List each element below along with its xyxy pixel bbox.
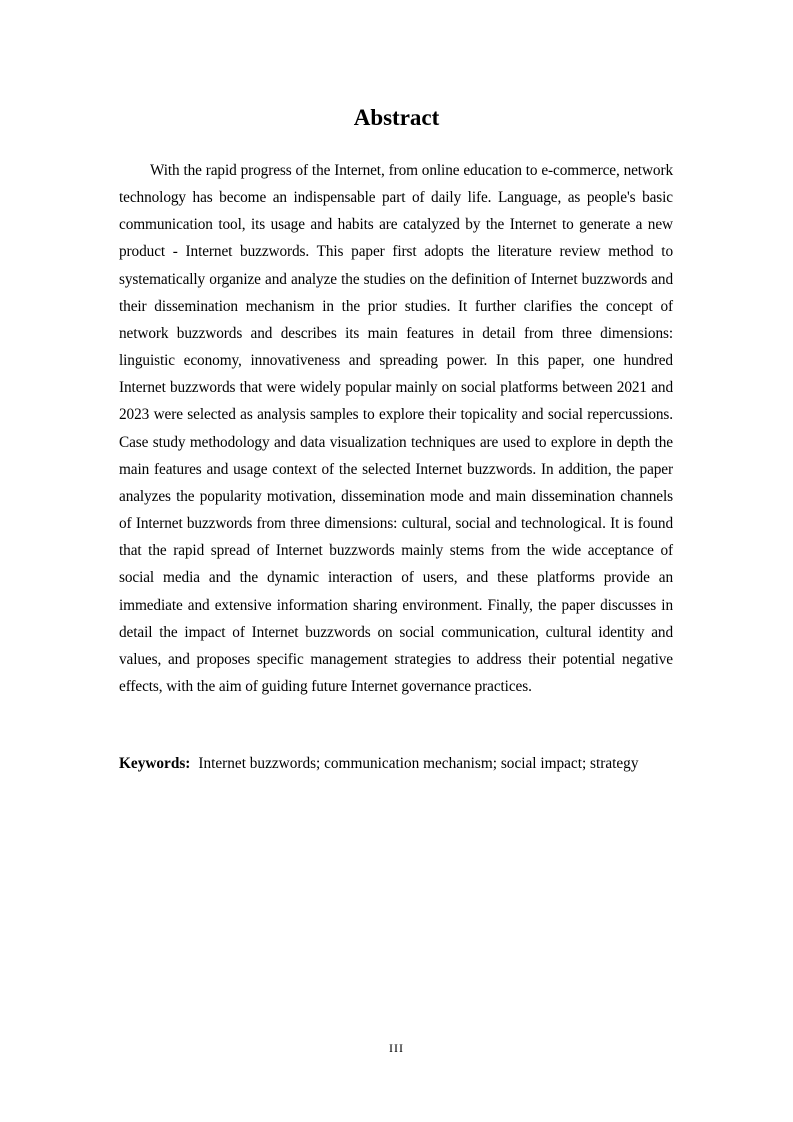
abstract-heading: Abstract	[353, 105, 440, 130]
abstract-paragraph: With the rapid progress of the Internet, from online education to e-commerce, network technology has become an indispensable part of daily life. Language, as people's basic communication tool, its usage and habits are catalyzed by the Internet to generate a new product - Internet buzzwords. This paper first adopts the literature review method to systematically organize and analyze the studies on the definition of Internet buzzwords and their dissemination mechanism in the prior studies. It further clarifies the concept of network buzzwords and describes its main features in detail from three dimensions: linguistic economy, innovativeness and spreading power. In this paper, one hundred Internet buzzwords that were widely popular mainly on social platforms between 2021 and 2023 were selected as analysis samples to explore their topicality and social repercussions. Case study methodology and data visualization techniques are used to explore in depth the main features and usage context of the selected Internet buzzwords. In addition, the paper analyzes the popularity motivation, dissemination mode and main dissemination channels of Internet buzzwords from three dimensions: cultural, social and technological. It is found that the rapid spread of Internet buzzwords mainly stems from the wide acceptance of social media and the dynamic interaction of users, and these platforms provide an immediate and extensive information sharing environment. Finally, the paper discusses in detail the impact of Internet buzzwords on social communication, cultural identity and values, and proposes specific management strategies to address their potential negative effects, with the aim of guiding future Internet governance practices.	[119, 162, 673, 695]
keywords-value: Internet buzzwords; communication mechanism; social impact; strategy	[198, 755, 639, 772]
page-number: III	[389, 1041, 404, 1055]
keywords-label: Keywords:	[119, 755, 191, 772]
keywords-line	[119, 750, 719, 777]
